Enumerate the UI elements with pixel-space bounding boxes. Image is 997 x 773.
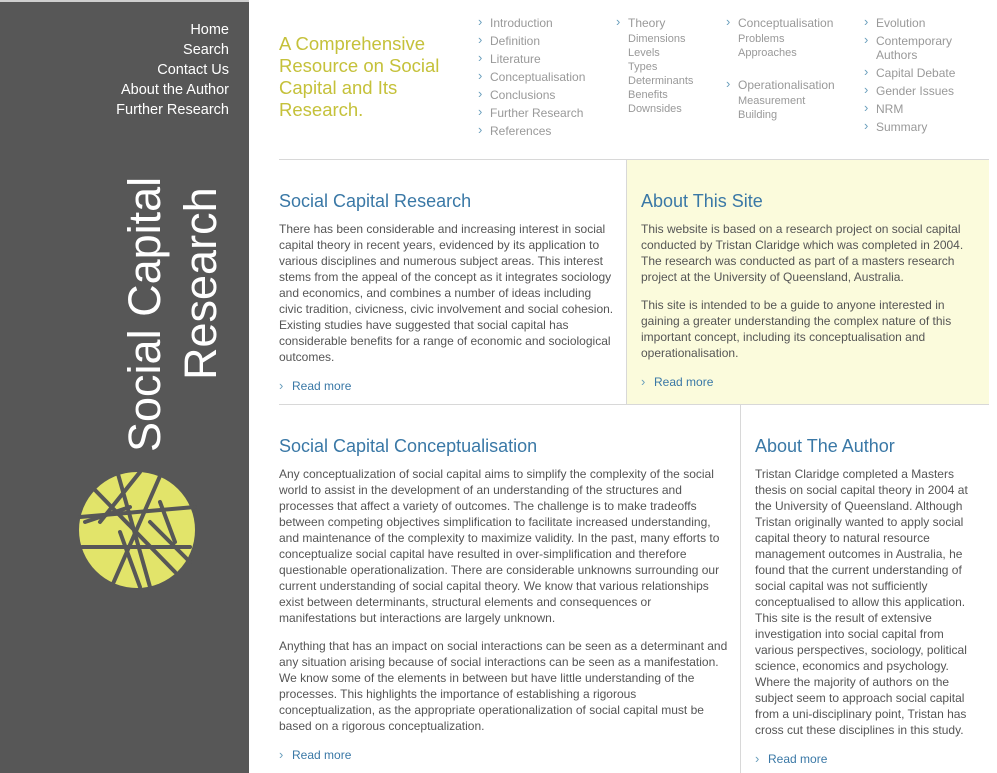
conceptualisation-text-2: Anything that has an impact on social interactions can be seen as a determinant and any situation arising because of social interactions can be seen as a manifestation. We know some of the elements in between but have little understanding of the processes. This highlights the importance of establishing a rigorous conceptualization, as the appropriate operationalization of social capital must be based on a rigorous conceptualization. (279, 639, 728, 733)
about-author-title: About The Author (755, 436, 895, 456)
topnav-gender-issues[interactable]: › Gender Issues (864, 82, 964, 100)
topnav-theory[interactable]: › Theory (616, 14, 693, 32)
topnav-conceptualisation-main[interactable]: › Conceptualisation (726, 14, 835, 32)
topnav-column-2 (616, 14, 693, 116)
topnav-conceptualisation[interactable]: › Conceptualisation (478, 68, 585, 86)
about-site-title: About This Site (641, 191, 763, 211)
topnav-introduction[interactable]: › Introduction (478, 14, 585, 32)
topnav-approaches[interactable]: Approaches (738, 47, 797, 59)
upper-column-divider (626, 160, 627, 404)
logo-circle-icon (79, 472, 195, 588)
about-site-text-2: This site is intended to be a guide to anyone interested in gaining a greater understanding the complex nature of this important concept, including its conceptualisation and operationalisation. (641, 298, 952, 360)
nav-contact-link[interactable]: Contact Us (157, 62, 229, 78)
topnav-summary[interactable]: › Summary (864, 118, 964, 136)
topnav-column-3 (726, 14, 835, 122)
topnav-literature[interactable]: › Literature (478, 50, 585, 68)
site-logo[interactable] (0, 2, 249, 773)
topnav-measurement[interactable]: Measurement (738, 95, 806, 107)
conceptualisation-title: Social Capital Conceptualisation (279, 436, 538, 456)
nav-about-author-link[interactable]: About the Author (120, 82, 229, 98)
nav-further-research-link[interactable]: Further Research (116, 102, 229, 118)
about-author-section (755, 435, 975, 768)
topnav-building[interactable]: Building (738, 109, 778, 121)
nav-home-link[interactable]: Home (190, 22, 229, 38)
logo-text-line2: Research (175, 187, 226, 380)
topnav-contemporary-authors[interactable]: › Contemporary Authors (864, 34, 964, 62)
about-site-read-more-link[interactable]: › Read more (641, 375, 713, 389)
middle-divider (279, 404, 989, 405)
topnav-operationalisation[interactable]: › Operationalisation (726, 76, 835, 94)
topnav-column-1 (478, 14, 585, 140)
topnav-levels[interactable]: Levels (628, 47, 660, 59)
topnav-references[interactable]: › References (478, 122, 585, 140)
about-author-read-more-link[interactable]: › Read more (755, 752, 827, 766)
about-site-section (641, 190, 971, 391)
logo-text-line1: Social Capital (119, 176, 170, 452)
research-section (279, 190, 615, 395)
topnav-benefits[interactable]: Benefits (628, 89, 668, 101)
conceptualisation-section (279, 435, 731, 764)
conceptualisation-text-1: Any conceptualization of social capital aims to simplify the complexity of the social world to assist in the development of an understanding of the structures and processes that affect a variety of outcomes. The challenge is to make tradeoffs between competing objectives simplification to facilitate increased understanding, and maintenance of the complexity to maximize validity. In the past, many efforts to conceptualize social capital have resulted in over-simplification and therefore questionable operationalization. There are considerable unknowns surrounding our current understanding of social capital theory. We know that various relationships exist between determinants, structural elements and consequences or manifestations but interactions are largely unknown. (279, 467, 720, 625)
research-read-more-link[interactable]: › Read more (279, 379, 351, 393)
about-author-text: Tristan Claridge completed a Masters thesis on social capital theory in 2004 at the University of Queensland. Although Tristan originally wanted to apply social capital theory to natural resource management outcomes in Australia, he found that the current understanding of social capital was not sufficiently conceptualised to allow this application. This site is the result of extensive investigation into social capital from various perspectives, sociology, political science, economics and psychology. Where the majority of authors on the subject seem to approach social capital from a uni-disciplinary point, Tristan has cross cut these disciplines in this study. (755, 467, 968, 737)
conceptualisation-read-more-link[interactable]: › Read more (279, 748, 351, 762)
topnav-nrm[interactable]: › NRM (864, 100, 964, 118)
sidebar (0, 0, 249, 773)
topnav-further-research[interactable]: › Further Research (478, 104, 585, 122)
research-title: Social Capital Research (279, 191, 472, 211)
site-tagline: A Comprehensive Resource on Social Capital and Its Research. (279, 33, 440, 120)
topnav-dimensions[interactable]: Dimensions (628, 33, 686, 45)
nav-search-link[interactable]: Search (183, 42, 229, 58)
lower-column-divider (740, 405, 741, 773)
topnav-conclusions[interactable]: › Conclusions (478, 86, 585, 104)
topnav-definition[interactable]: › Definition (478, 32, 585, 50)
topnav-types[interactable]: Types (628, 61, 658, 73)
topnav-evolution[interactable]: › Evolution (864, 14, 964, 32)
topnav-column-4 (864, 14, 964, 136)
topnav-determinants[interactable]: Determinants (628, 75, 694, 87)
topnav-capital-debate[interactable]: › Capital Debate (864, 64, 964, 82)
topnav-downsides[interactable]: Downsides (628, 103, 682, 115)
topnav-problems[interactable]: Problems (738, 33, 785, 45)
research-text: There has been considerable and increasing interest in social capital theory in recent years, evidenced by its application to various disciplines and numerous subject areas. This interest stems from the appeal of the concept as it integrates sociology and economics, and combines a number of ideas including civic tradition, civicness, civic involvement and social cohesion. Existing studies have suggested that social capital has considerable benefits for a range of economic and sociological outcomes. (279, 222, 614, 364)
top-divider (279, 159, 989, 160)
about-site-text-1: This website is based on a research project on social capital conducted by Tristan Claridge which was completed in 2004. The research was conducted as part of a masters research project at the University of Queensland, Australia. (641, 222, 964, 284)
